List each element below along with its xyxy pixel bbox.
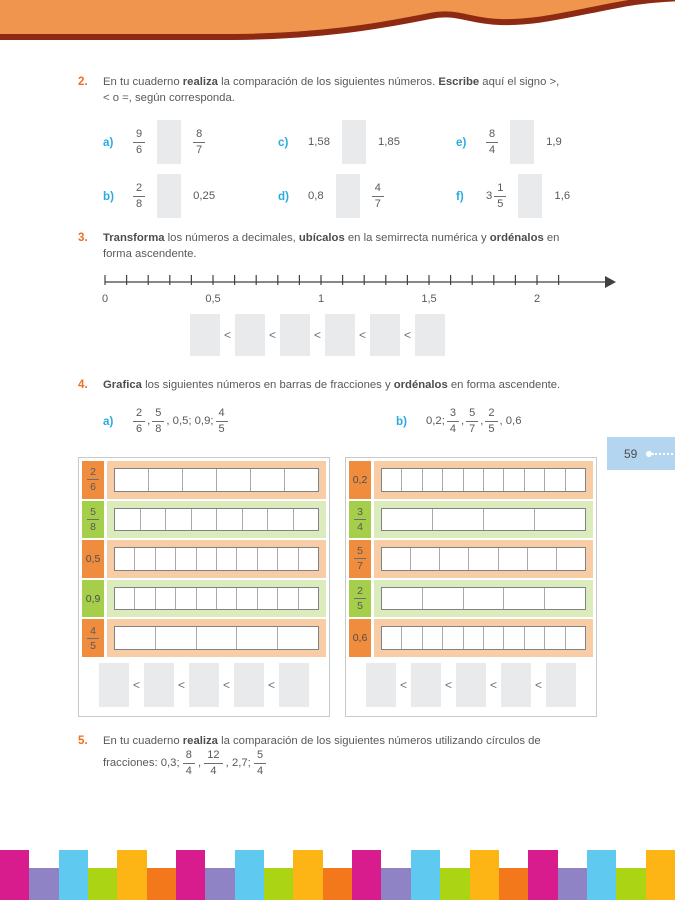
page-number-tab (607, 437, 675, 470)
fraction: $\frac{2}{5}$ (354, 585, 366, 612)
ordering-answer-row (82, 657, 326, 713)
fraction: $\frac{5}{7}$ (466, 407, 478, 435)
less-than-sign: < (534, 678, 542, 692)
color-bar (528, 850, 557, 900)
less-than-sign: < (132, 678, 140, 692)
fraction-cell[interactable] (115, 627, 156, 649)
top-wave-decoration (0, 0, 675, 50)
item-letter: e) (456, 135, 467, 149)
answer-box[interactable] (157, 120, 181, 164)
exercise-4-instruction: Grafica los siguientes números en barras de fracciones y ordénalos en forma ascendente. (103, 379, 561, 391)
fraction-cell[interactable] (258, 588, 278, 610)
fraction-cell[interactable] (156, 588, 176, 610)
row-band (374, 461, 593, 499)
less-than-sign: < (267, 678, 275, 692)
fraction-cell[interactable] (176, 588, 196, 610)
fraction-cell[interactable] (115, 588, 135, 610)
item-letter: c) (278, 135, 289, 149)
row-value-label: 0,6 (349, 619, 371, 657)
fraction-cell[interactable] (176, 548, 196, 570)
fraction-cell[interactable] (535, 509, 585, 531)
exercise-5-instruction: En tu cuaderno realiza la comparación de los siguientes números utilizando círculos de fracciones: 0,3; $\frac{8}{4}$ , $\frac{12}{4}$ , 2,7; $\frac{5}{4}$ (103, 735, 541, 778)
fraction-cell[interactable] (135, 588, 155, 610)
fraction-bar (114, 468, 319, 492)
ex4-list-b: b) 0,2; $\frac{3}{4}$ , $\frac{5}{7}$ , $\frac{2}{5}$ , 0,6 (396, 406, 522, 435)
fraction-cell[interactable] (382, 588, 423, 610)
fraction-cell[interactable] (545, 627, 565, 649)
fraction-cell[interactable] (156, 627, 197, 649)
color-bar (558, 868, 587, 900)
svg-text:0,5: 0,5 (205, 293, 221, 305)
fraction-bar (381, 508, 586, 532)
fraction-bar-row (349, 619, 593, 657)
fraction-cell[interactable] (251, 469, 285, 491)
less-than-sign: < (268, 328, 276, 342)
fraction-cell[interactable] (243, 509, 269, 531)
fraction-bar (381, 587, 586, 611)
color-bar (117, 850, 146, 900)
color-bar (499, 868, 528, 900)
color-bar (411, 850, 440, 900)
answer-box[interactable] (546, 663, 576, 707)
fraction-cell[interactable] (440, 548, 469, 570)
row-band (374, 580, 593, 618)
exercise-4-header (78, 377, 608, 394)
fraction-cell[interactable] (545, 469, 565, 491)
fraction-cell[interactable] (166, 509, 192, 531)
fraction-cell[interactable] (423, 588, 464, 610)
color-bar (323, 868, 352, 900)
fraction-cell[interactable] (156, 548, 176, 570)
svg-text:1,5: 1,5 (421, 293, 437, 305)
fraction-bar-row (82, 461, 326, 499)
item-letter: b) (103, 189, 114, 203)
fraction: $\frac{5}{7}$ (354, 545, 366, 572)
fraction-bar-row (349, 580, 593, 618)
fraction: $\frac{3}{4}$ (354, 506, 366, 533)
fraction-cell[interactable] (525, 469, 545, 491)
row-band (107, 540, 326, 578)
fraction-cell[interactable] (217, 509, 243, 531)
fraction-cell[interactable] (433, 509, 484, 531)
svg-text:2: 2 (533, 293, 541, 305)
answer-box[interactable] (518, 174, 542, 218)
fraction-cell[interactable] (237, 548, 257, 570)
fraction-cell[interactable] (141, 509, 167, 531)
answer-box[interactable] (144, 663, 174, 707)
fraction-cell[interactable] (197, 548, 217, 570)
answer-box[interactable] (279, 663, 309, 707)
ex2-item-b: b) $\frac{2}{8}$ 0,25 (103, 169, 215, 223)
color-bar (646, 850, 675, 900)
color-bar (587, 850, 616, 900)
fraction-cell[interactable] (278, 627, 318, 649)
fraction-bar (114, 587, 319, 611)
fraction-cell[interactable] (499, 548, 528, 570)
less-than-sign: < (222, 678, 230, 692)
exercise-3-number: 3. (78, 231, 88, 244)
exercise-4-number: 4. (78, 378, 88, 391)
row-band (107, 619, 326, 657)
item-letter: f) (456, 189, 464, 203)
fraction: $\frac{4}{7}$ (372, 182, 384, 210)
exercise-2-header (78, 74, 608, 107)
dotted-line (652, 453, 673, 455)
answer-box[interactable] (280, 314, 310, 356)
row-value-label (349, 540, 371, 578)
exercise-2-instruction: En tu cuaderno realiza la comparación de los siguientes números. Escribe aquí el signo >, < o =, según corresponda. (103, 76, 560, 105)
fraction-cell[interactable] (469, 548, 498, 570)
answer-box[interactable] (501, 663, 531, 707)
row-band (107, 461, 326, 499)
less-than-sign: < (444, 678, 452, 692)
fraction-bars-panel-b (345, 457, 597, 717)
fraction: $\frac{2}{6}$ (87, 466, 99, 493)
fraction-bar-row (82, 580, 326, 618)
answer-box[interactable] (336, 174, 360, 218)
answer-box[interactable] (99, 663, 129, 707)
fraction-cell[interactable] (149, 469, 183, 491)
answer-box[interactable] (370, 314, 400, 356)
ordering-answer-row (190, 314, 445, 356)
less-than-sign: < (177, 678, 185, 692)
fraction-cell[interactable] (237, 627, 278, 649)
fraction-cell[interactable] (566, 627, 585, 649)
answer-box[interactable] (157, 174, 181, 218)
exercise-2-number: 2. (78, 75, 88, 88)
fraction: $\frac{4}{5}$ (87, 625, 99, 652)
svg-text:0: 0 (101, 293, 109, 305)
fraction-cell[interactable] (299, 588, 318, 610)
fraction-cell[interactable] (402, 469, 422, 491)
fraction-bar (114, 626, 319, 650)
color-bar (440, 868, 469, 900)
fraction: $\frac{2}{5}$ (485, 407, 497, 435)
fraction-cell[interactable] (464, 469, 484, 491)
item-letter: a) (103, 135, 114, 149)
row-value-label (82, 619, 104, 657)
row-band (374, 501, 593, 539)
less-than-sign: < (489, 678, 497, 692)
fraction: $\frac{8}{4}$ (183, 749, 195, 777)
less-than-sign: < (313, 328, 321, 342)
fraction-cell[interactable] (423, 469, 443, 491)
exercise-3-instruction: Transforma los números a decimales, ubícalos en la semirrecta numérica y ordénalos en forma ascendente. (103, 232, 560, 261)
fraction-cell[interactable] (197, 588, 217, 610)
fraction-cell[interactable] (525, 627, 545, 649)
ex2-item-c: c) 1,58 1,85 (278, 115, 400, 169)
color-bar (176, 850, 205, 900)
ex2-item-d: d) 0,8 $\frac{4}{7}$ (278, 169, 384, 223)
fraction-cell[interactable] (528, 548, 557, 570)
fraction-cell[interactable] (115, 509, 141, 531)
fraction-bars-panel-a (78, 457, 330, 717)
answer-box[interactable] (456, 663, 486, 707)
fraction-cell[interactable] (237, 588, 257, 610)
answer-box[interactable] (415, 314, 445, 356)
fraction-bar (381, 468, 586, 492)
answer-box[interactable] (234, 663, 264, 707)
fraction: $\frac{2}{8}$ (133, 182, 145, 210)
fraction-cell[interactable] (135, 548, 155, 570)
fraction-cell[interactable] (382, 469, 402, 491)
fraction-bar-row (349, 501, 593, 539)
fraction-cell[interactable] (382, 548, 411, 570)
fraction: $\frac{9}{6}$ (133, 128, 145, 156)
fraction-cell[interactable] (464, 588, 505, 610)
color-bar (147, 868, 176, 900)
fraction-cell[interactable] (278, 548, 298, 570)
fraction: $\frac{4}{5}$ (216, 407, 228, 435)
ex2-item-a (103, 115, 205, 169)
fraction-cell[interactable] (484, 469, 504, 491)
color-bar (205, 868, 234, 900)
less-than-sign: < (403, 328, 411, 342)
fraction-cell[interactable] (115, 469, 149, 491)
wave-shape (0, 0, 675, 37)
less-than-sign: < (399, 678, 407, 692)
color-bar (235, 850, 264, 900)
exercise-5-number: 5. (78, 734, 88, 747)
fraction-bar-row (82, 619, 326, 657)
fraction: $\frac{2}{6}$ (133, 407, 145, 435)
answer-box[interactable] (366, 663, 396, 707)
fraction-cell[interactable] (545, 588, 585, 610)
fraction-cell[interactable] (294, 509, 319, 531)
row-value-label (349, 580, 371, 618)
row-band (374, 619, 593, 657)
fraction-cell[interactable] (557, 548, 585, 570)
fraction-cell[interactable] (115, 548, 135, 570)
exercise-3-header (78, 230, 608, 263)
fraction-cell[interactable] (566, 469, 585, 491)
ex2-item-f: f) 3 $\frac{1}{5}$ 1,6 (456, 169, 570, 223)
row-value-label: 0,2 (349, 461, 371, 499)
fraction-bar-row (349, 461, 593, 499)
page-number: 59 (624, 446, 638, 461)
color-bar (293, 850, 322, 900)
fraction-cell[interactable] (484, 627, 504, 649)
answer-box[interactable] (235, 314, 265, 356)
fraction-bar (381, 547, 586, 571)
fraction: $\frac{12}{4}$ (204, 749, 222, 777)
fraction-cell[interactable] (299, 548, 318, 570)
fraction-cell[interactable] (504, 627, 524, 649)
row-value-label (349, 501, 371, 539)
fraction: $\frac{5}{4}$ (254, 749, 266, 777)
color-bar (88, 868, 117, 900)
color-bar (470, 850, 499, 900)
fraction-bar (114, 508, 319, 532)
exercise-5-header (78, 733, 608, 778)
fraction-cell[interactable] (197, 627, 238, 649)
fraction-cell[interactable] (423, 627, 443, 649)
color-bar (264, 868, 293, 900)
row-value-label: 0,9 (82, 580, 104, 618)
fraction-bar-row (82, 540, 326, 578)
fraction: $\frac{8}{7}$ (193, 128, 205, 156)
fraction-cell[interactable] (217, 469, 251, 491)
fraction-bar-row (349, 540, 593, 578)
row-band (107, 501, 326, 539)
answer-box[interactable] (342, 120, 366, 164)
fraction-cell[interactable] (484, 509, 535, 531)
answer-box[interactable] (190, 314, 220, 356)
item-letter: a) (103, 414, 114, 428)
fraction: $\frac{3}{4}$ (447, 407, 459, 435)
row-band (107, 580, 326, 618)
fraction: $\frac{8}{4}$ (486, 128, 498, 156)
fraction-cell[interactable] (443, 627, 463, 649)
ex4-list-a: a) $\frac{2}{6}$ , $\frac{5}{8}$ , 0,5; 0,9; $\frac{4}{5}$ (103, 398, 228, 444)
fraction-cell[interactable] (217, 588, 237, 610)
fraction-cell[interactable] (402, 627, 422, 649)
fraction-cell[interactable] (183, 469, 217, 491)
fraction-bar-row (82, 501, 326, 539)
fraction-cell[interactable] (278, 588, 298, 610)
row-band (374, 540, 593, 578)
fraction-cell[interactable] (443, 469, 463, 491)
number-line (100, 262, 625, 308)
fraction-cell[interactable] (258, 548, 278, 570)
answer-box[interactable] (189, 663, 219, 707)
fraction-cell[interactable] (411, 548, 440, 570)
item-letter: d) (278, 189, 289, 203)
color-bar (0, 850, 29, 900)
color-bar (29, 868, 58, 900)
color-bar (616, 868, 645, 900)
ordering-answer-row (349, 657, 593, 713)
answer-box[interactable] (510, 120, 534, 164)
fraction-cell[interactable] (504, 469, 524, 491)
fraction: $\frac{1}{5}$ (494, 182, 506, 210)
svg-text:1: 1 (317, 293, 325, 305)
fraction-bar (381, 626, 586, 650)
answer-box[interactable] (325, 314, 355, 356)
fraction-cell[interactable] (504, 588, 545, 610)
footer-color-bars-decoration (0, 850, 675, 900)
row-value-label: 0,5 (82, 540, 104, 578)
color-bar (381, 868, 410, 900)
mixed-number: 3 $\frac{1}{5}$ (486, 182, 506, 210)
color-bar (59, 850, 88, 900)
fraction-cell[interactable] (268, 509, 294, 531)
less-than-sign: < (223, 328, 231, 342)
fraction-cell[interactable] (192, 509, 218, 531)
fraction: $\frac{5}{8}$ (152, 407, 164, 435)
row-value-label (82, 501, 104, 539)
fraction-cell[interactable] (217, 548, 237, 570)
item-letter: b) (396, 414, 407, 428)
row-value-label (82, 461, 104, 499)
fraction-cell[interactable] (285, 469, 318, 491)
fraction-bar (114, 547, 319, 571)
fraction-cell[interactable] (382, 627, 402, 649)
fraction-cell[interactable] (464, 627, 484, 649)
ex2-item-e: e) $\frac{8}{4}$ 1,9 (456, 115, 562, 169)
less-than-sign: < (358, 328, 366, 342)
answer-box[interactable] (411, 663, 441, 707)
color-bar (352, 850, 381, 900)
fraction-cell[interactable] (382, 509, 433, 531)
fraction: $\frac{5}{8}$ (87, 506, 99, 533)
